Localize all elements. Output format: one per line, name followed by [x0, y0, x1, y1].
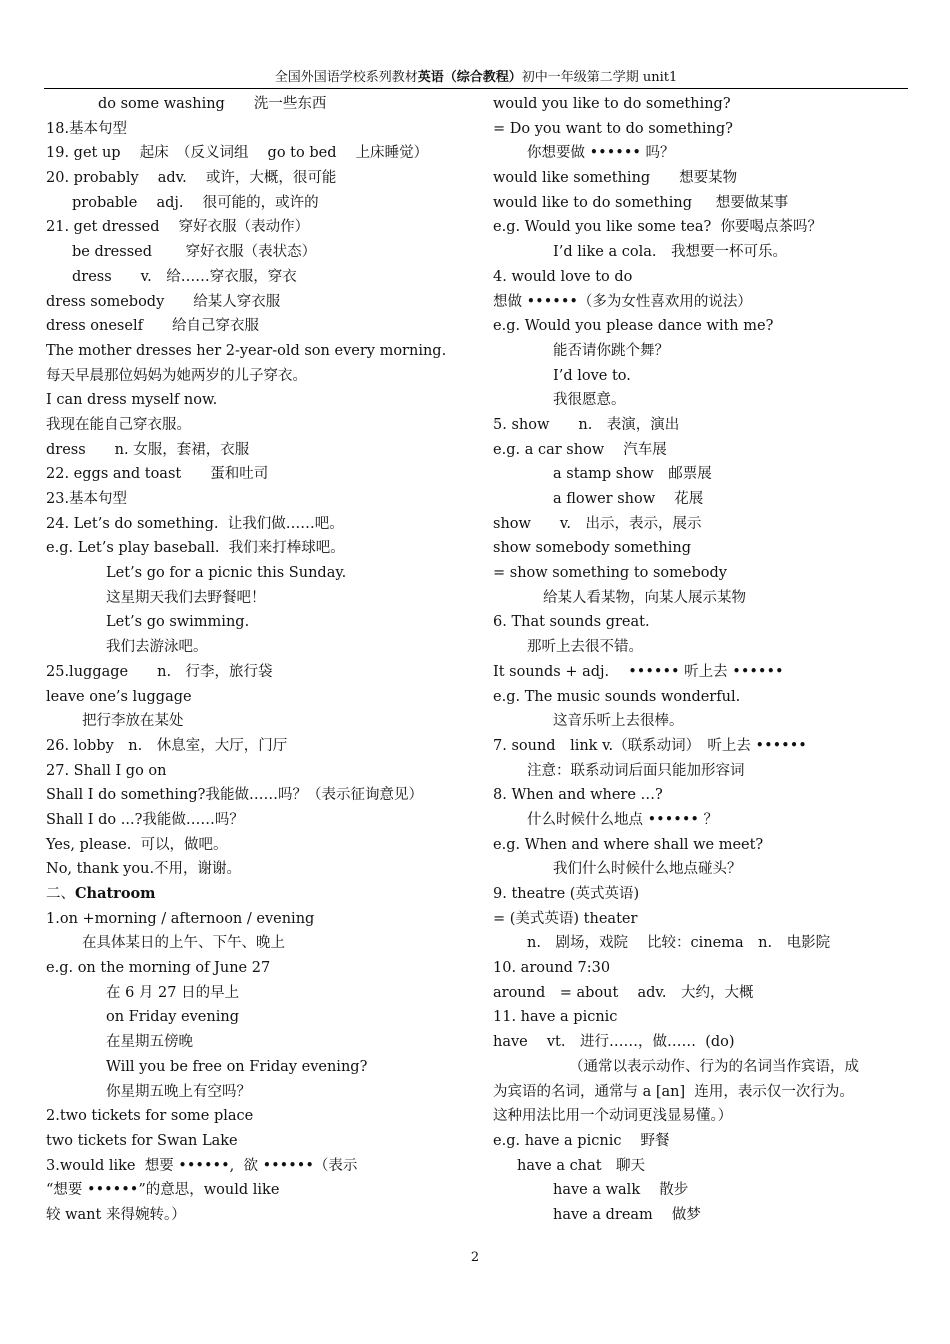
page-number: 2: [470, 1250, 480, 1265]
text-line: [46, 215, 478, 240]
text-line: [46, 907, 478, 932]
text-line: [493, 290, 913, 315]
text-line: [493, 1104, 913, 1129]
text-line: [46, 536, 478, 561]
text-line: [493, 141, 913, 166]
text-line: [493, 857, 913, 882]
header-title-suffix: 初中一年级第二学期 unit1: [521, 70, 678, 85]
line-text: n. 剧场，戏院 比较：cinema n. 电影院: [527, 935, 831, 952]
right-column: [493, 92, 913, 1228]
line-text: 11. have a picnic: [493, 1009, 618, 1026]
text-line: [493, 512, 913, 537]
text-line: [493, 1055, 913, 1080]
line-text: probable adj. 很可能的，或许的: [72, 194, 319, 211]
line-text: = Do you want to do something?: [493, 120, 733, 137]
line-text: 你想要做 •••••• 吗？: [527, 145, 675, 162]
text-line: [46, 388, 478, 413]
line-text: 我很愿意。: [553, 392, 626, 409]
text-line: [493, 586, 913, 611]
text-line: [493, 759, 913, 784]
text-line: [493, 808, 913, 833]
line-text: 我们去游泳吧。: [106, 639, 208, 656]
line-text: Let’s go swimming.: [106, 614, 250, 631]
line-text: 8. When and where …?: [493, 787, 663, 804]
line-text: 27. Shall I go on: [46, 762, 167, 779]
text-line: [493, 1129, 913, 1154]
line-text: dress oneself 给自己穿衣服: [46, 318, 259, 335]
line-text: “想要 ••••••”的意思，would like: [46, 1182, 280, 1199]
text-line: [493, 438, 913, 463]
line-text: have a chat 聊天: [517, 1157, 646, 1174]
header-title-bold: 英语（综合教程）: [417, 70, 522, 85]
line-text: have a walk 散步: [553, 1182, 689, 1199]
line-text: 在星期五傍晚: [106, 1034, 193, 1051]
line-text: 3.would like 想要 ••••••, 欲 ••••••（表示: [46, 1157, 358, 1174]
line-text: 7. sound link v.（联系动词） 听上去 ••••••: [493, 737, 807, 754]
line-text: e.g. When and where shall we meet?: [493, 836, 764, 853]
line-text: 25.luggage n. 行李，旅行袋: [46, 663, 273, 680]
text-line: [46, 610, 478, 635]
line-text: Shall I do ...?我能做……吗？: [46, 811, 244, 828]
line-text: I’d like a cola. 我想要一杯可乐。: [553, 244, 787, 261]
line-text: do some washing 洗一些东西: [98, 96, 327, 112]
text-line: [46, 1005, 478, 1030]
text-line: [493, 117, 913, 142]
line-text: 什么时候什么地点 •••••• ？: [527, 811, 719, 828]
text-line: [46, 586, 478, 611]
text-line: [493, 931, 913, 956]
line-text: 二、: [46, 886, 75, 902]
line-text: would you like to do something?: [493, 96, 731, 112]
line-text: 19. get up 起床 （反义词组 go to bed 上床睡觉）: [46, 145, 429, 162]
line-text: e.g. on the morning of June 27: [46, 960, 271, 977]
text-line: [46, 265, 478, 290]
text-line: [46, 808, 478, 833]
text-line: [46, 857, 478, 882]
line-text: 23.基本句型: [46, 491, 128, 507]
line-text: 给某人看某物，向某人展示某物: [543, 589, 746, 606]
text-line: [46, 512, 478, 537]
text-line: [493, 1030, 913, 1055]
text-line: [46, 981, 478, 1006]
text-line: [46, 561, 478, 586]
text-line: [493, 1154, 913, 1179]
text-line: [46, 438, 478, 463]
line-text: = (美式英语) theater: [493, 910, 638, 927]
text-line: [46, 685, 478, 710]
line-text: Yes, please. 可以，做吧。: [46, 836, 228, 853]
text-line: [46, 1203, 478, 1228]
text-line: [493, 215, 913, 240]
text-line: [493, 462, 913, 487]
text-line: [46, 1080, 478, 1105]
text-line: [493, 1203, 913, 1228]
line-text: 20. probably adv. 或许，大概，很可能: [46, 170, 337, 187]
line-text: be dressed 穿好衣服（表状态）: [72, 244, 317, 261]
line-text: 24. Let’s do something. 让我们做……吧。: [46, 515, 344, 532]
line-text: 这种用法比用一个动词更浅显易懂。）: [493, 1108, 733, 1125]
line-text: 这星期天我们去野餐吧！: [106, 589, 266, 606]
line-text: 把行李放在某处: [82, 713, 184, 730]
line-text: 2.two tickets for some place: [46, 1108, 254, 1125]
text-line: [493, 1178, 913, 1203]
line-text: dress n. 女服，套裙，衣服: [46, 441, 250, 458]
text-line: [46, 487, 478, 512]
text-line: [46, 141, 478, 166]
text-line: [46, 956, 478, 981]
line-text: 1.on +morning / afternoon / evening: [46, 910, 315, 927]
line-text: would like to do something 想要做某事: [493, 194, 789, 211]
text-line: [46, 462, 478, 487]
text-line: [493, 92, 913, 117]
text-line: [493, 734, 913, 759]
line-text: 我们什么时候什么地点碰头？: [553, 861, 742, 878]
text-line: [493, 833, 913, 858]
line-text: 5. show n. 表演，演出: [493, 416, 680, 433]
text-line: [46, 117, 478, 142]
line-text: Let’s go for a picnic this Sunday.: [106, 565, 347, 582]
line-text: I’d love to.: [553, 367, 631, 384]
text-line: [46, 314, 478, 339]
line-text: 为宾语的名词，通常与 a [an] 连用，表示仅一次行为。: [493, 1083, 854, 1100]
line-text: would like something 想要某物: [493, 170, 738, 187]
text-line: [46, 660, 478, 685]
line-text: 注意：联系动词后面只能加形容词: [527, 762, 745, 779]
line-text: dress somebody 给某人穿衣服: [46, 293, 281, 310]
line-text: Will you be free on Friday evening?: [106, 1058, 368, 1075]
text-line: [493, 635, 913, 660]
line-text: The mother dresses her 2-year-old son every morning.: [46, 342, 447, 359]
text-line: [46, 92, 478, 117]
text-line: [46, 1154, 478, 1179]
text-line: [46, 166, 478, 191]
text-line: [46, 882, 478, 907]
text-line: [46, 833, 478, 858]
line-text: 4. would love to do: [493, 268, 633, 285]
text-line: [46, 1055, 478, 1080]
line-text: I can dress myself now.: [46, 392, 218, 409]
text-line: [493, 487, 913, 512]
text-line: [493, 339, 913, 364]
text-line: [493, 388, 913, 413]
line-text: on Friday evening: [106, 1009, 239, 1026]
text-line: [46, 709, 478, 734]
text-line: [46, 1104, 478, 1129]
text-line: [493, 783, 913, 808]
text-line: [46, 783, 478, 808]
text-line: [46, 339, 478, 364]
text-line: [46, 290, 478, 315]
left-column: [46, 92, 478, 1228]
text-line: [493, 660, 913, 685]
line-text: 在 6 月 27 日的早上: [106, 984, 240, 1001]
text-line: [493, 364, 913, 389]
text-line: [46, 191, 478, 216]
text-line: [46, 1178, 478, 1203]
line-text: （通常以表示动作、行为的名词当作宾语，成: [569, 1058, 859, 1075]
line-text: dress v. 给……穿衣服，穿衣: [72, 268, 297, 285]
line-text: 18.基本句型: [46, 120, 128, 137]
text-line: [493, 191, 913, 216]
text-line: [493, 1005, 913, 1030]
line-text: e.g. Would you like some tea? 你要喝点茶吗？: [493, 219, 822, 236]
line-text: 21. get dressed 穿好衣服（表动作）: [46, 219, 310, 236]
text-line: [46, 240, 478, 265]
line-text: No, thank you.不用，谢谢。: [46, 861, 242, 878]
line-text: It sounds + adj. •••••• 听上去 ••••••: [493, 663, 784, 680]
line-text: 那听上去很不错。: [527, 639, 643, 656]
text-line: [493, 265, 913, 290]
line-text: e.g. The music sounds wonderful.: [493, 688, 741, 705]
line-text: leave one’s luggage: [46, 688, 192, 705]
line-text: 6. That sounds great.: [493, 614, 650, 631]
line-text: 26. lobby n. 休息室，大厅，门厅: [46, 737, 288, 754]
line-text: 较 want 来得婉转。）: [46, 1206, 186, 1223]
line-text: 这音乐听上去很棒。: [553, 713, 684, 730]
line-text: two tickets for Swan Lake: [46, 1132, 238, 1149]
line-text: 我现在能自己穿衣服。: [46, 416, 191, 433]
line-text: a stamp show 邮票展: [553, 466, 712, 483]
line-text: show somebody something: [493, 540, 692, 557]
section-heading: Chatroom: [75, 885, 156, 902]
header-title-prefix: 全国外国语学校系列教材: [274, 70, 418, 85]
text-line: [493, 882, 913, 907]
line-text: 每天早晨那位妈妈为她两岁的儿子穿衣。: [46, 367, 307, 384]
line-text: around = about adv. 大约，大概: [493, 984, 754, 1001]
line-text: 能否请你跳个舞？: [553, 342, 669, 359]
line-text: 在具体某日的上午、下午、晚上: [82, 935, 285, 952]
line-text: have a dream 做梦: [553, 1206, 701, 1223]
header-rule: [44, 88, 908, 89]
text-line: [493, 981, 913, 1006]
text-line: [46, 1030, 478, 1055]
text-line: [493, 956, 913, 981]
text-line: [493, 166, 913, 191]
line-text: 22. eggs and toast 蛋和吐司: [46, 466, 269, 483]
text-line: [493, 314, 913, 339]
line-text: 9. theatre (英式英语): [493, 886, 640, 902]
line-text: e.g. Let’s play baseball. 我们来打棒球吧。: [46, 540, 345, 557]
text-line: [493, 709, 913, 734]
page-header: [44, 66, 908, 88]
line-text: 10. around 7:30: [493, 960, 611, 977]
text-line: [493, 240, 913, 265]
text-line: [46, 1129, 478, 1154]
line-text: e.g. Would you please dance with me?: [493, 318, 774, 335]
line-text: 想做 ••••••（多为女性喜欢用的说法）: [493, 293, 752, 310]
text-line: [46, 734, 478, 759]
text-line: [493, 907, 913, 932]
line-text: = show something to somebody: [493, 565, 727, 582]
text-line: [493, 1080, 913, 1105]
text-line: [46, 635, 478, 660]
text-line: [46, 364, 478, 389]
line-text: have vt. 进行……，做…… (do): [493, 1034, 735, 1051]
text-line: [493, 561, 913, 586]
text-line: [493, 610, 913, 635]
text-line: [46, 931, 478, 956]
line-text: Shall I do something?我能做……吗？（表示征询意见）: [46, 787, 423, 804]
text-line: [493, 536, 913, 561]
text-line: [46, 759, 478, 784]
line-text: a flower show 花展: [553, 491, 704, 507]
text-line: [46, 413, 478, 438]
line-text: show v. 出示，表示，展示: [493, 515, 702, 532]
line-text: e.g. a car show 汽车展: [493, 441, 667, 458]
text-line: [493, 413, 913, 438]
line-text: e.g. have a picnic 野餐: [493, 1132, 670, 1149]
line-text: 你星期五晚上有空吗？: [106, 1083, 251, 1100]
text-line: [493, 685, 913, 710]
